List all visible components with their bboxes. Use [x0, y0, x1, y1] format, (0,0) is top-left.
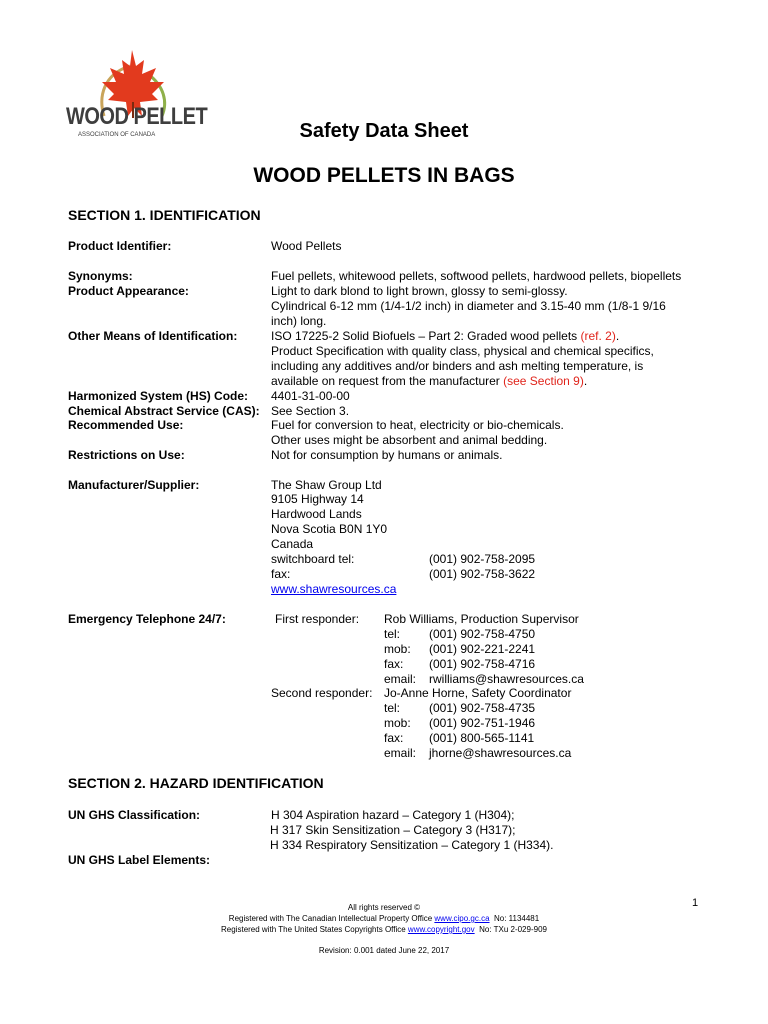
address-line: Hardwood Lands	[271, 507, 362, 521]
recommended-use-line: Fuel for conversion to heat, electricity or bio-chemicals.	[271, 418, 564, 432]
restrictions-label: Restrictions on Use:	[68, 448, 185, 462]
ghs-classification-line: H 317 Skin Sensitization – Category 3 (H317);	[270, 823, 516, 837]
recommended-use-label: Recommended Use:	[68, 418, 184, 432]
footer-copyright	[0, 925, 768, 934]
section2-heading: SECTION 2. HAZARD IDENTIFICATION	[68, 775, 324, 791]
footer-cipo	[0, 914, 768, 923]
address-line: Nova Scotia B0N 1Y0	[271, 522, 388, 536]
appearance-label: Product Appearance:	[68, 284, 189, 298]
recommended-use-line: Other uses might be absorbent and animal bedding.	[271, 433, 548, 447]
contact-value: (001) 902-758-4716	[429, 657, 536, 671]
contact-key: email:	[384, 672, 417, 686]
document-subtitle: WOOD PELLETS IN BAGS	[253, 164, 515, 187]
other-means-line	[271, 329, 619, 343]
hs-code-value: 4401-31-00-00	[271, 389, 350, 403]
other-means-line: Product Specification with quality class, physical and chemical specifics,	[271, 344, 654, 358]
see-section9-link[interactable]: (see Section 9)	[503, 374, 584, 388]
address-line: The Shaw Group Ltd	[271, 478, 382, 492]
other-means-line: including any additives and/or binders and ash melting temperature, is	[271, 359, 644, 373]
contact-key: tel:	[384, 701, 401, 715]
contact-value: (001) 902-221-2241	[429, 642, 536, 656]
ghs-classification-line: H 304 Aspiration hazard – Category 1 (H304);	[271, 808, 515, 822]
cas-label: Chemical Abstract Service (CAS):	[68, 404, 260, 418]
product-identifier-value: Wood Pellets	[271, 239, 342, 253]
contact-key: mob:	[384, 642, 411, 656]
synonyms-value: Fuel pellets, whitewood pellets, softwood pellets, hardwood pellets, biopellets	[271, 269, 682, 283]
contact-key: fax:	[384, 657, 404, 671]
switchboard-label: switchboard tel:	[271, 552, 355, 566]
website-link[interactable]: www.shawresources.ca	[271, 582, 397, 596]
hs-code-label: Harmonized System (HS) Code:	[68, 389, 249, 403]
other-means-text: available on request from the manufacturer	[271, 374, 504, 388]
product-identifier-label: Product Identifier:	[68, 239, 172, 253]
address-line: 9105 Highway 14	[271, 492, 364, 506]
page-number: 1	[692, 897, 699, 909]
copyright-link[interactable]: www.copyright.gov	[407, 925, 475, 934]
emergency-label: Emergency Telephone 24/7:	[68, 612, 226, 626]
footer-revision: Revision: 0.001 dated June 22, 2017	[318, 946, 450, 955]
contact-key: mob:	[384, 716, 411, 730]
fax-number: (001) 902-758-3622	[429, 567, 536, 581]
synonyms-label: Synonyms:	[68, 269, 133, 283]
footer-copyright-text: Registered with The United States Copyrights Office	[221, 925, 408, 934]
contact-key: email:	[384, 746, 417, 760]
contact-key: fax:	[384, 731, 404, 745]
footer-copyright-number: No: TXu 2-029-909	[474, 925, 547, 934]
contact-value: (001) 902-758-4735	[429, 701, 536, 715]
ghs-classification-label: UN GHS Classification:	[68, 808, 201, 822]
period: .	[615, 329, 620, 343]
cipo-link[interactable]: www.cipo.gc.ca	[434, 914, 490, 923]
contact-value: (001) 902-758-4750	[429, 627, 536, 641]
footer-rights: All rights reserved ©	[347, 903, 421, 912]
contact-value: (001) 902-751-1946	[429, 716, 536, 730]
fax-label: fax:	[271, 567, 291, 581]
other-means-label: Other Means of Identification:	[68, 329, 238, 343]
ghs-label-elements-label: UN GHS Label Elements:	[68, 853, 211, 867]
cas-value: See Section 3.	[271, 404, 350, 418]
contact-value: (001) 800-565-1141	[429, 731, 535, 745]
appearance-line: Light to dark blond to light brown, glossy to semi-glossy.	[271, 284, 568, 298]
footer-cipo-text: Registered with The Canadian Intellectual Property Office	[228, 914, 435, 923]
restrictions-value: Not for consumption by humans or animals.	[271, 448, 503, 462]
footer-cipo-number: No: 1134481	[489, 914, 540, 923]
section1-heading: SECTION 1. IDENTIFICATION	[68, 207, 261, 223]
ghs-classification-line: H 334 Respiratory Sensitization – Category 1 (H334).	[270, 838, 554, 852]
logo-text: WOOD PELLET	[66, 103, 208, 131]
period: .	[583, 374, 588, 388]
document-title: Safety Data Sheet	[299, 120, 469, 142]
switchboard-number: (001) 902-758-2095	[429, 552, 536, 566]
contact-key: tel:	[384, 627, 401, 641]
other-means-line	[271, 374, 587, 388]
logo-subtext: ASSOCIATION OF CANADA	[78, 132, 156, 138]
address-line: Canada	[271, 537, 314, 551]
other-means-text: ISO 17225-2 Solid Biofuels – Part 2: Graded wood pellets	[271, 329, 581, 343]
appearance-line: inch) long.	[271, 314, 327, 328]
contact-value: rwilliams@shawresources.ca	[429, 672, 584, 686]
second-responder-name: Jo-Anne Horne, Safety Coordinator	[384, 686, 572, 700]
manufacturer-label: Manufacturer/Supplier:	[68, 478, 200, 492]
ref-2-link[interactable]: (ref. 2)	[580, 329, 616, 343]
second-responder-label: Second responder:	[271, 686, 373, 700]
first-responder-label: First responder:	[275, 612, 360, 626]
appearance-line: Cylindrical 6-12 mm (1/4-1/2 inch) in diameter and 3.15-40 mm (1/8-1 9/16	[271, 299, 666, 313]
contact-value: jhorne@shawresources.ca	[429, 746, 572, 760]
first-responder-name: Rob Williams, Production Supervisor	[384, 612, 579, 626]
